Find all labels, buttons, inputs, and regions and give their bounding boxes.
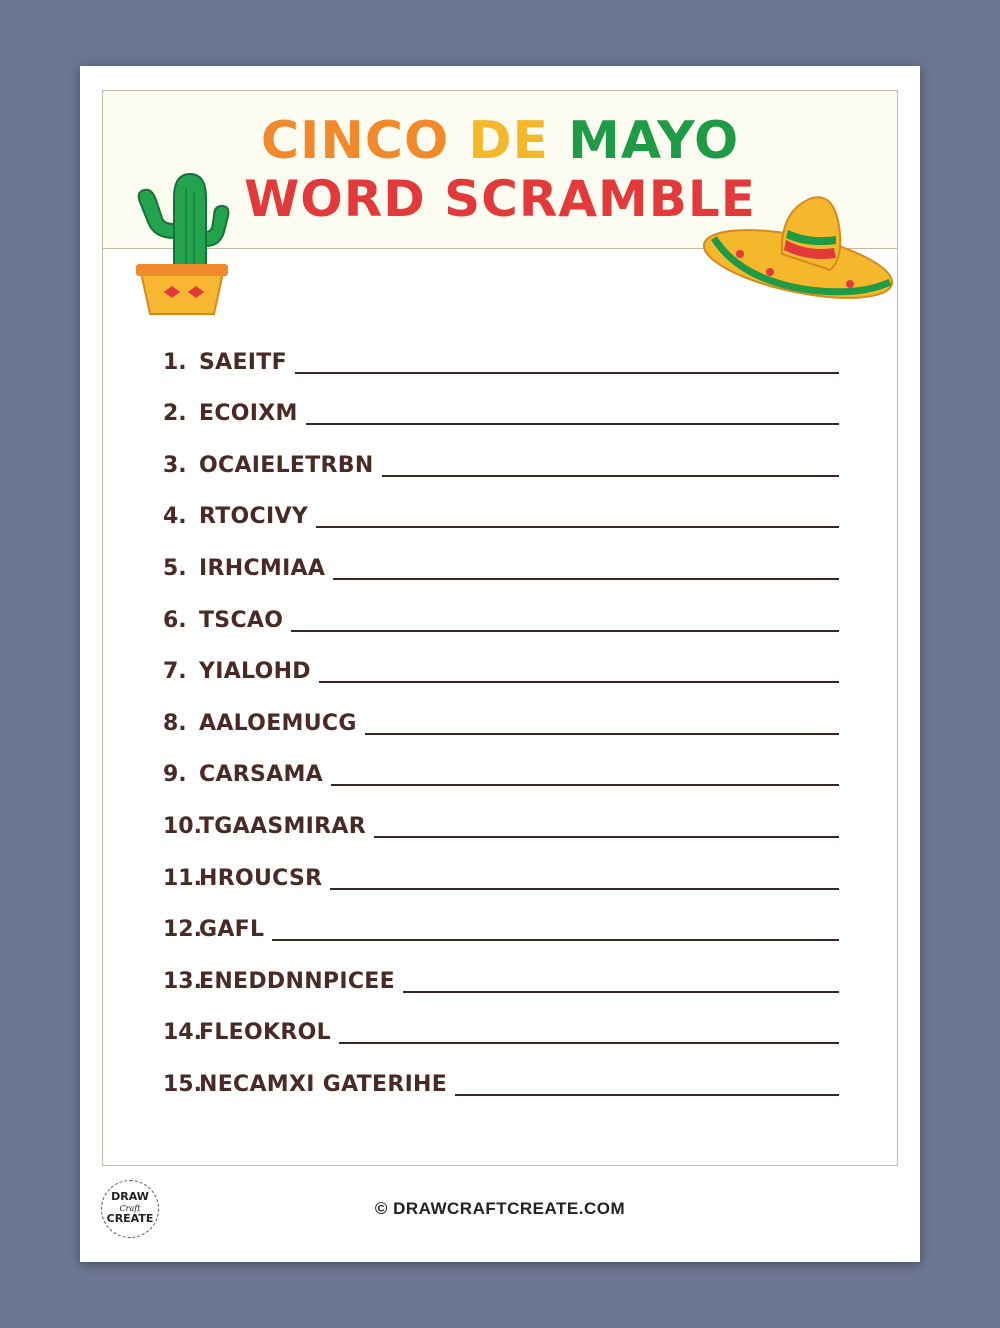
- answer-line[interactable]: [331, 783, 839, 786]
- list-item: [163, 842, 839, 894]
- scrambled-word: ENEDDNNPICEE: [199, 968, 395, 994]
- item-number: 8.: [163, 710, 187, 736]
- title-line-2: WORD SCRAMBLE: [244, 170, 756, 228]
- logo-text-craft: Craft: [119, 1204, 141, 1213]
- item-number: 4.: [163, 504, 187, 530]
- scrambled-word: CARSAMA: [199, 762, 324, 788]
- list-item: [163, 997, 839, 1049]
- item-number: 1.: [163, 349, 187, 375]
- cactus-icon: [134, 168, 230, 316]
- scrambled-word: IRHCMIAA: [199, 555, 326, 581]
- scrambled-word: TSCAO: [199, 607, 284, 633]
- list-item: [163, 739, 839, 791]
- scrambled-word: FLEOKROL: [199, 1020, 331, 1046]
- scrambled-word: SAEITF: [199, 349, 287, 375]
- item-number: 5.: [163, 555, 187, 581]
- item-number: 2.: [163, 401, 187, 427]
- item-number: 10.: [163, 813, 202, 839]
- list-item: [163, 1048, 839, 1100]
- answer-line[interactable]: [365, 732, 839, 735]
- list-item: [163, 894, 839, 946]
- item-number: 12.: [163, 917, 202, 943]
- item-number: 15.: [163, 1071, 202, 1097]
- answer-line[interactable]: [455, 1093, 839, 1096]
- answer-line[interactable]: [333, 577, 839, 580]
- item-number: 14.: [163, 1020, 202, 1046]
- scrambled-word: NECAMXI GATERIHE: [199, 1071, 448, 1097]
- scrambled-word: AALOEMUCG: [199, 710, 357, 736]
- answer-line[interactable]: [374, 835, 839, 838]
- answer-line[interactable]: [403, 990, 839, 993]
- title-word-cinco: CINCO: [260, 111, 450, 171]
- scrambled-word: ECOIXM: [199, 401, 298, 427]
- list-item: [163, 945, 839, 997]
- list-item: [163, 584, 839, 636]
- answer-line[interactable]: [291, 629, 839, 632]
- list-item: [163, 687, 839, 739]
- scrambled-word: OCAIELETRBN: [199, 452, 374, 478]
- list-item: [163, 532, 839, 584]
- title-word-de: DE: [468, 111, 550, 171]
- answer-line[interactable]: [339, 1041, 839, 1044]
- scramble-list: [163, 326, 839, 1100]
- sombrero-icon: [700, 194, 896, 306]
- logo-text-create: CREATE: [106, 1212, 154, 1225]
- scrambled-word: YIALOHD: [199, 659, 311, 685]
- item-number: 3.: [163, 452, 187, 478]
- list-item: [163, 790, 839, 842]
- list-item: [163, 378, 839, 430]
- title-word-mayo: MAYO: [568, 111, 740, 171]
- answer-line[interactable]: [295, 371, 839, 374]
- list-item: [163, 481, 839, 533]
- item-number: 6.: [163, 607, 187, 633]
- answer-line[interactable]: [306, 422, 839, 425]
- item-number: 13.: [163, 968, 202, 994]
- scrambled-word: RTOCIVY: [199, 504, 309, 530]
- list-item: [163, 636, 839, 688]
- item-number: 9.: [163, 762, 187, 788]
- title-line-1: [103, 113, 897, 169]
- logo-text-draw: DRAW: [111, 1190, 149, 1203]
- scrambled-word: HROUCSR: [199, 865, 323, 891]
- answer-line[interactable]: [330, 887, 839, 890]
- item-number: 7.: [163, 659, 187, 685]
- item-number: 11.: [163, 865, 202, 891]
- answer-line[interactable]: [382, 474, 839, 477]
- scrambled-word: TGAASMIRAR: [199, 813, 366, 839]
- scrambled-word: GAFL: [199, 917, 265, 943]
- answer-line[interactable]: [316, 525, 839, 528]
- answer-line[interactable]: [319, 680, 839, 683]
- copyright-text: © DRAWCRAFTCREATE.COM: [374, 1199, 626, 1218]
- answer-line[interactable]: [272, 938, 839, 941]
- list-item: [163, 429, 839, 481]
- list-item: [163, 326, 839, 378]
